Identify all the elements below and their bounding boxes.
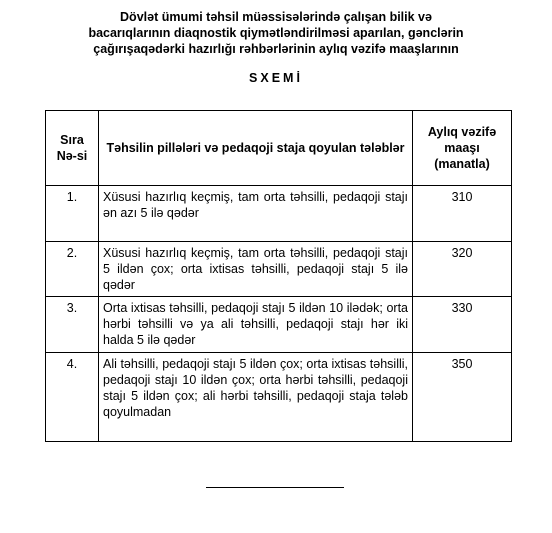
row-salary: 350: [413, 353, 512, 442]
row-salary: 330: [413, 297, 512, 353]
row-description: Xüsusi hazırlıq keçmiş, tam orta təhsilli, pedaqoji stajı 5 ildən çox; orta ixtisas təhsilli, pedaqoji stajı 5 ilə qədər: [99, 242, 413, 297]
table-row: [46, 353, 512, 442]
header-number: Sıra Nə-si: [46, 111, 99, 186]
row-number: 3.: [46, 297, 99, 353]
row-number: 4.: [46, 353, 99, 442]
row-number: 2.: [46, 242, 99, 297]
title-line-2: bacarıqlarının diaqnostik qiymətləndirilməsi aparılan, gənclərin: [88, 26, 464, 40]
row-description: Xüsusi hazırlıq keçmiş, tam orta təhsilli, pedaqoji stajı ən azı 5 ilə qədər: [99, 186, 413, 242]
row-salary: 310: [413, 186, 512, 242]
row-description: Orta ixtisas təhsilli, pedaqoji stajı 5 ildən 10 ilədək; orta hərbi təhsilli və ya ali təhsilli, pedaqoji stajı hər iki halda 5 ilə qədər: [99, 297, 413, 353]
title-line-3: çağırışaqədərki hazırlığı rəhbərlərinin aylıq vəzifə maaşlarının: [93, 42, 459, 56]
table-row: [46, 242, 512, 297]
header-salary: Aylıq vəzifə maaşı (manatla): [413, 111, 512, 186]
table-row: [46, 297, 512, 353]
table-header-row: [46, 111, 512, 186]
document-subtitle: SXEMİ: [249, 71, 303, 85]
header-description: Təhsilin pillələri və pedaqoji staja qoyulan tələblər: [99, 111, 413, 186]
row-salary: 320: [413, 242, 512, 297]
document-title: [12, 9, 540, 57]
footer-divider: [206, 487, 344, 488]
table-row: [46, 186, 512, 242]
row-description: Ali təhsilli, pedaqoji stajı 5 ildən çox; orta ixtisas təhsilli, pedaqoji stajı 10 ildən çox; orta hərbi təhsilli, pedaqoji stajı 5 ildən çox; ali hərbi təhsilli, pedaqoji staja tələb qoyulmadan: [99, 353, 413, 442]
salary-scheme-table: [45, 110, 512, 442]
row-number: 1.: [46, 186, 99, 242]
title-line-1: Dövlət ümumi təhsil müəssisələrində çalışan bilik və: [120, 10, 432, 24]
